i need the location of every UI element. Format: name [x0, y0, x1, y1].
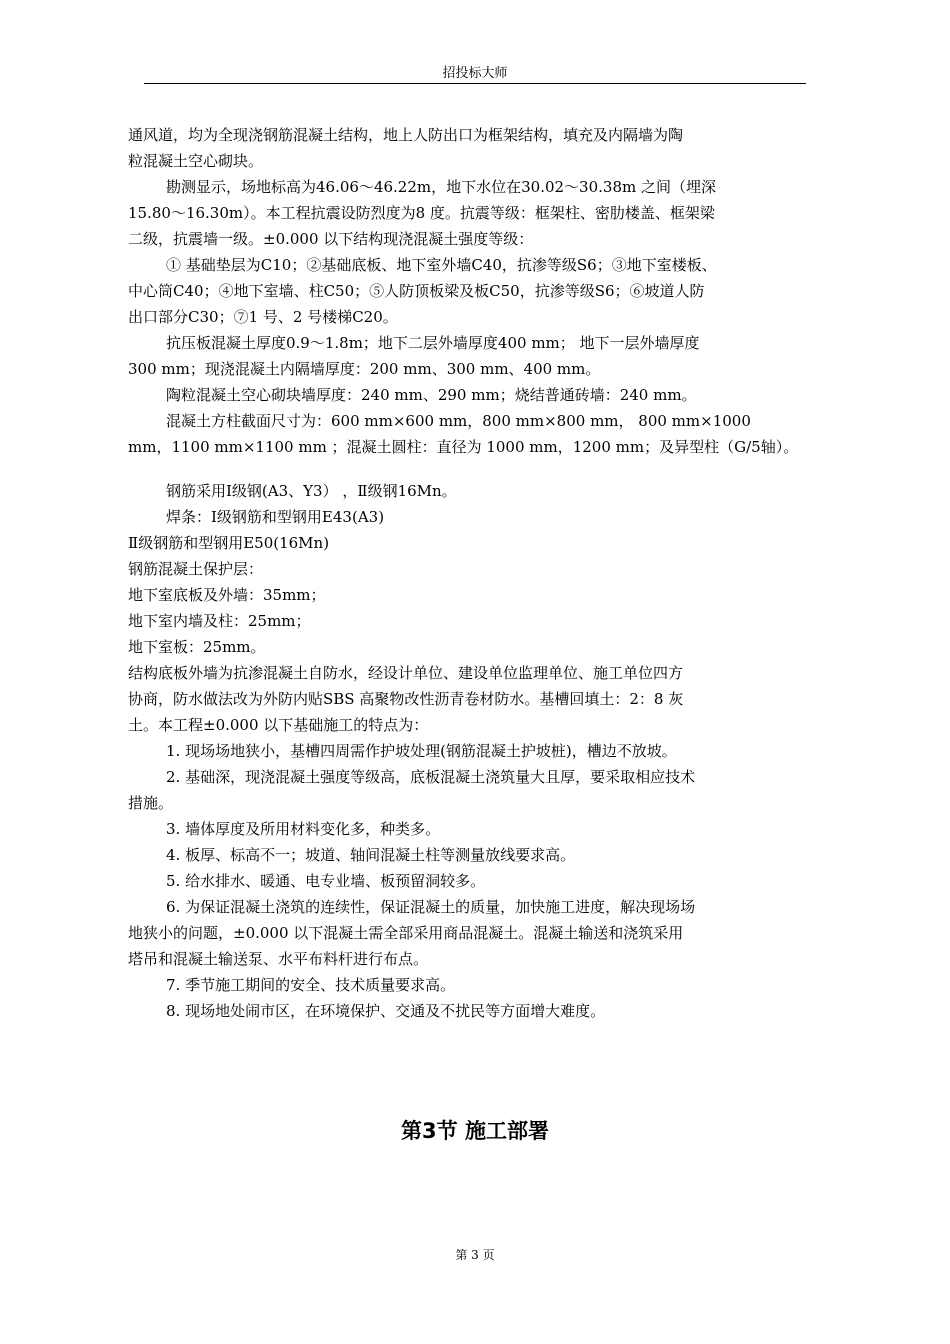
text-line: 焊条：Ⅰ级钢筋和型钢用E43(A3)	[166, 508, 385, 526]
list-item: 6. 为保证混凝土浇筑的连续性，保证混凝土的质量，加快施工进度，解决现场场	[166, 898, 696, 916]
text-line: 陶粒混凝土空心砌块墙厚度：240 mm、290 mm；烧结普通砖墙：240 mm。	[166, 386, 697, 404]
paragraph-gap	[128, 460, 828, 478]
text-line: 中心筒C40；④地下室墙、柱C50；⑤人防顶板梁及板C50，抗渗等级S6；⑥坡道人防	[128, 282, 705, 300]
text-line: 勘测显示，场地标高为46.06～46.22m，地下水位在30.02～30.38m 之间（埋深	[166, 178, 716, 196]
text-line: 粒混凝土空心砌块。	[128, 152, 264, 170]
text-line: 协商，防水做法改为外防内贴SBS 高聚物改性沥青卷材防水。基槽回填土：2：8 灰	[128, 690, 684, 708]
text-line: 土。本工程±0.000 以下基础施工的特点为：	[128, 716, 429, 734]
text-line: 二级，抗震墙一级。±0.000 以下结构现浇混凝土强度等级：	[128, 230, 534, 248]
list-item: 8. 现场地处闹市区，在环境保护、交通及不扰民等方面增大难度。	[166, 1002, 606, 1020]
list-item: 2. 基础深，现浇混凝土强度等级高，底板混凝土浇筑量大且厚，要采取相应技术	[166, 768, 696, 786]
text-line: 钢筋采用Ⅰ级钢(A3、Y3） ，Ⅱ级钢16Mn。	[166, 482, 457, 500]
list-item: 5. 给水排水、暖通、电专业墙、板预留洞较多。	[166, 872, 486, 890]
text-line: mm，1100 mm×1100 mm ；混凝土圆柱：直径为 1000 mm，1200 mm；及异型柱（G/5轴）。	[128, 438, 799, 456]
text-line: 塔吊和混凝土输送泵、水平布料杆进行布点。	[128, 950, 429, 968]
text-line: 混凝土方柱截面尺寸为：600 mm×600 mm，800 mm×800 mm， 800 mm×1000	[166, 412, 751, 430]
text-line: 抗压板混凝土厚度0.9～1.8m；地下二层外墙厚度400 mm； 地下一层外墙厚度	[166, 334, 700, 352]
document-body	[128, 122, 828, 1024]
section-heading: 第3节 施工部署	[401, 1119, 549, 1143]
header-divider	[144, 83, 806, 84]
text-line: 15.80～16.30m）。本工程抗震设防烈度为8 度。抗震等级：框架柱、密肋楼盖、框架梁	[128, 204, 715, 222]
list-item: 1. 现场场地狭小，基槽四周需作护坡处理(钢筋混凝土护坡桩)，槽边不放坡。	[166, 742, 677, 760]
text-line: ① 基础垫层为C10；②基础底板、地下室外墙C40，抗渗等级S6；③地下室楼板、	[166, 256, 717, 274]
text-line: 结构底板外墙为抗渗混凝土自防水，经设计单位、建设单位监理单位、施工单位四方	[128, 664, 684, 682]
text-line: 地狭小的问题，±0.000 以下混凝土需全部采用商品混凝土。混凝土输送和浇筑采用	[128, 924, 684, 942]
list-item: 3. 墙体厚度及所用材料变化多，种类多。	[166, 820, 441, 838]
text-line: 措施。	[128, 794, 174, 812]
page-header: 招投标大师	[442, 66, 508, 81]
text-line: 地下室内墙及柱：25mm；	[128, 612, 311, 630]
page-number: 第 3 页	[455, 1248, 495, 1262]
text-line: 通风道，均为全现浇钢筋混凝土结构，地上人防出口为框架结构，填充及内隔墙为陶	[128, 126, 684, 144]
text-line: 地下室底板及外墙：35mm；	[128, 586, 326, 604]
text-line: 地下室板：25mm。	[128, 638, 266, 656]
text-line: 300 mm；现浇混凝土内隔墙厚度：200 mm、300 mm、400 mm。	[128, 360, 601, 378]
text-line: Ⅱ级钢筋和型钢用E50(16Mn)	[128, 534, 330, 552]
text-line: 出口部分C30；⑦1 号、2 号楼梯C20。	[128, 308, 398, 326]
list-item: 4. 板厚、标高不一；坡道、轴间混凝土柱等测量放线要求高。	[166, 846, 576, 864]
text-line: 钢筋混凝土保护层：	[128, 560, 264, 578]
list-item: 7. 季节施工期间的安全、技术质量要求高。	[166, 976, 456, 994]
